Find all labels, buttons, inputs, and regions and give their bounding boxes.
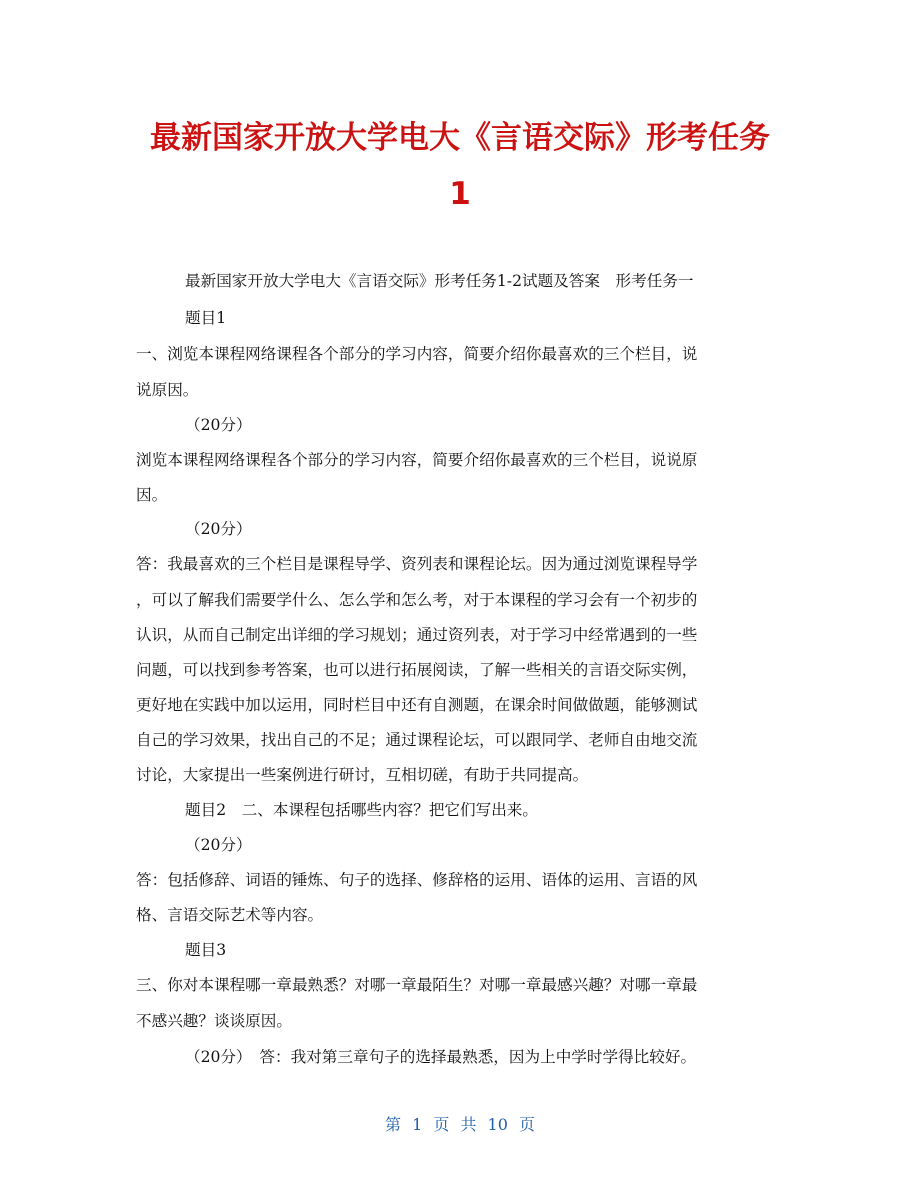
document-title-line1: 最新国家开放大学电大《言语交际》形考任务: [150, 120, 770, 156]
answer-1-line-7: 讨论，大家提出一些案例进行研讨，互相切磋，有助于共同提高。: [136, 766, 589, 784]
question-1-restated: 浏览本课程网络课程各个部分的学习内容，简要介绍你最喜欢的三个栏目，说说原: [136, 451, 698, 469]
question-3-label: 题目3: [185, 941, 227, 959]
question-1-label: 题目1: [185, 309, 227, 327]
answer-2-line-2: 格、言语交际艺术等内容。: [136, 906, 324, 924]
page-indicator: 第 1 页 共 10 页: [385, 1115, 535, 1134]
question-1-score: （20分）: [185, 416, 252, 434]
document-title-line2: 1: [449, 176, 471, 212]
answer-1-line-1: 答：我最喜欢的三个栏目是课程导学、资列表和课程论坛。因为通过浏览课程导学: [136, 555, 698, 573]
answer-1-line-6: 自己的学习效果，找出自己的不足；通过课程论坛，可以跟同学、老师自由地交流: [136, 731, 698, 749]
question-1-text: 一、浏览本课程网络课程各个部分的学习内容，简要介绍你最喜欢的三个栏目，说: [136, 345, 698, 363]
question-3-text-cont: 不感兴趣？谈谈原因。: [136, 1012, 292, 1030]
question-1-restated-cont: 因。: [136, 486, 168, 504]
question-2-score: （20分）: [185, 836, 252, 854]
answer-1-line-2: ，可以了解我们需要学什么、怎么学和怎么考，对于本课程的学习会有一个初步的: [136, 591, 698, 609]
answer-1-line-5: 更好地在实践中加以运用，同时栏目中还有自测题，在课余时间做做题，能够测试: [136, 696, 698, 714]
answer-1-line-4: 问题，可以找到参考答案，也可以进行拓展阅读，了解一些相关的言语交际实例，: [136, 661, 698, 679]
question-2: 题目2 二、本课程包括哪些内容？把它们写出来。: [185, 801, 538, 819]
question-1-score-2: （20分）: [185, 520, 252, 538]
answer-1-line-3: 认识，从而自己制定出详细的学习规划；通过资列表，对于学习中经常遇到的一些: [136, 626, 698, 644]
answer-2-line-1: 答：包括修辞、词语的锤炼、句子的选择、修辞格的运用、语体的运用、言语的风: [136, 871, 698, 889]
intro-line: 最新国家开放大学电大《言语交际》形考任务1-2试题及答案 形考任务一: [185, 272, 694, 290]
question-1-text-cont: 说原因。: [136, 381, 199, 399]
question-3-text: 三、你对本课程哪一章最熟悉？对哪一章最陌生？对哪一章最感兴趣？对哪一章最: [136, 976, 698, 994]
question-3-answer: （20分） 答：我对第三章句子的选择最熟悉，因为上中学时学得比较好。: [185, 1048, 697, 1066]
